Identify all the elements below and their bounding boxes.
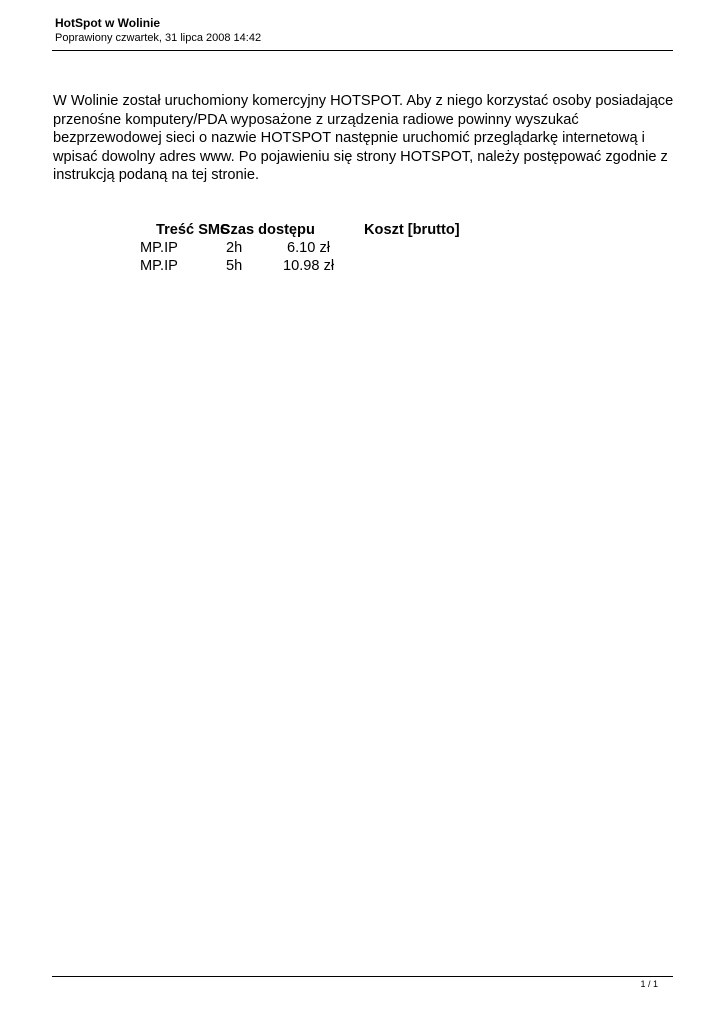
table-cell-sms: MP.IP: [140, 258, 178, 274]
header-divider: [52, 50, 673, 51]
page-number: 1 / 1: [640, 979, 658, 989]
table-cell-sms: MP.IP: [140, 240, 178, 256]
table-header-access-time: Czas dostępu: [220, 222, 315, 238]
table-cell-cost: 6.10 zł: [287, 240, 330, 256]
table-cell-time: 2h: [226, 240, 243, 256]
document-title: HotSpot w Wolinie: [55, 16, 161, 30]
document-date: Poprawiony czwartek, 31 lipca 2008 14:42: [55, 32, 262, 44]
table-cell-cost: 10.98 zł: [283, 258, 335, 274]
footer-divider: [52, 976, 673, 977]
table-header-cost: Koszt [brutto]: [364, 222, 460, 238]
article-paragraph: W Wolinie został uruchomiony komercyjny HOTSPOT. Aby z niego korzystać osoby posiadające przenośne komputery/PDA wyposażone z urządzenia radiowe powinny wyszukać bezprzewodowej sieci o nazwie HOTSPOT następnie uruchomić przeglądarkę internetową i wpisać dowolny adres www. Po pojawieniu się strony HOTSPOT, należy postępować zgodnie z instrukcją podaną na tej stronie.: [53, 93, 674, 183]
table-header-sms: Treść SMS: [156, 222, 230, 238]
table-cell-time: 5h: [226, 258, 243, 274]
